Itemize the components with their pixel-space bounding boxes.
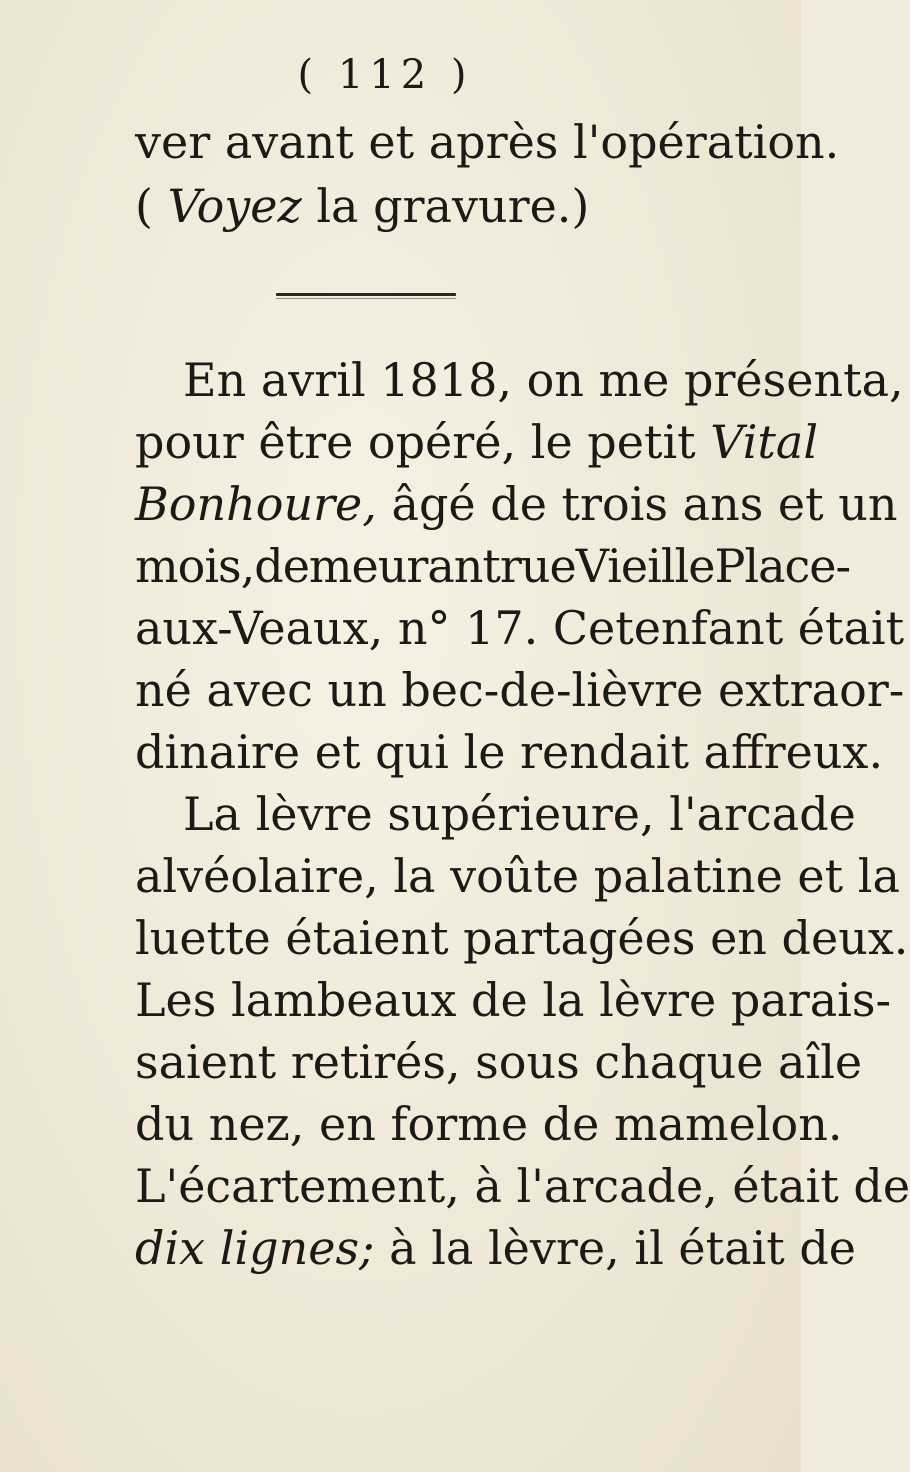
- text-line-15: du nez, en forme de mamelon.: [135, 1097, 843, 1151]
- text-line-5: [135, 474, 898, 534]
- text-line-6: mois,demeurantrueVieillePlace-: [135, 539, 851, 593]
- text-line-2-open: (: [135, 179, 168, 233]
- text-line-2-rest: la gravure.): [301, 179, 590, 233]
- section-divider-thin: [276, 298, 456, 299]
- text-line-7: aux-Veaux, n° 17. Cetenfant était: [135, 601, 905, 655]
- text-line-12: luette étaient partagées en deux.: [135, 911, 909, 965]
- name-vital-italic: Vital: [710, 415, 819, 469]
- text-line-4-plain: pour être opéré, le petit: [135, 415, 711, 469]
- text-line-3: En avril 1818, on me présenta,: [183, 353, 904, 407]
- text-line-11: alvéolaire, la voûte palatine et la: [135, 849, 900, 903]
- name-bonhoure-italic: Bonhoure,: [135, 477, 377, 531]
- text-line-17-rest: à la lèvre, il était de: [374, 1221, 857, 1275]
- text-line-2: [135, 176, 589, 236]
- text-line-4: [135, 412, 818, 472]
- text-line-9: dinaire et qui le rendait affreux.: [135, 725, 884, 779]
- text-line-14: saient retirés, sous chaque aîle: [135, 1035, 863, 1089]
- text-line-1: ver avant et après l'opération.: [135, 115, 840, 169]
- voyez-italic: Voyez: [167, 179, 302, 233]
- text-line-8: né avec un bec-de-lièvre extraor-: [135, 663, 905, 717]
- dix-lignes-italic: dix lignes;: [135, 1221, 375, 1275]
- page-number: ( 112 ): [297, 52, 473, 98]
- section-divider: [276, 293, 456, 296]
- text-line-17: [135, 1218, 856, 1278]
- text-line-5-rest: âgé de trois ans et un: [376, 477, 898, 531]
- text-line-13: Les lambeaux de la lèvre parais-: [135, 973, 891, 1027]
- text-line-10: La lèvre supérieure, l'arcade: [183, 787, 856, 841]
- text-line-16: L'écartement, à l'arcade, était de: [135, 1159, 910, 1213]
